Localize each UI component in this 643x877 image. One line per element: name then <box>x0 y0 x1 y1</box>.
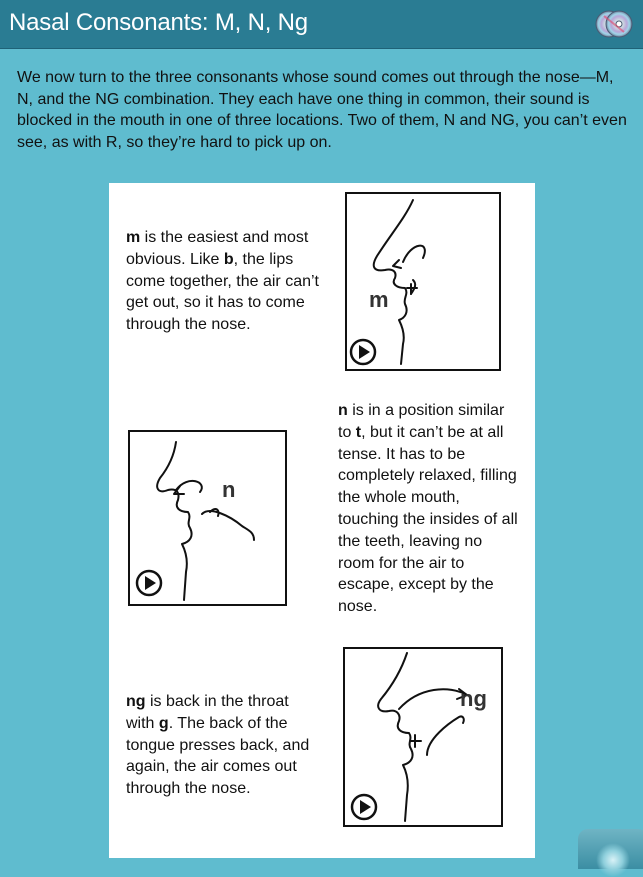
ng-play-icon[interactable] <box>350 793 378 821</box>
m-diagram <box>345 192 501 371</box>
ng-desc-lead: is back in the throat with <box>126 693 289 732</box>
n-desc-lead: is in a position similar to <box>338 402 505 441</box>
n-desc-ref: t <box>355 423 362 441</box>
m-play-icon[interactable] <box>349 338 377 366</box>
ng-desc-tail: . The back of the tongue presses back, and again, the air comes out through the nose. <box>126 714 310 798</box>
m-description <box>126 227 321 336</box>
ng-letter: ng <box>126 693 146 710</box>
page-title: Nasal Consonants: M, N, Ng <box>9 9 308 36</box>
m-desc-ref: b <box>223 250 234 268</box>
n-play-icon[interactable] <box>135 569 163 597</box>
n-letter: n <box>338 402 348 419</box>
m-desc-tail: , the lips come together, the air can’t get out, so it has to come through the nose. <box>126 250 319 334</box>
ng-desc-ref: g <box>158 714 169 732</box>
menu-icon <box>596 843 630 877</box>
m-letter: m <box>126 229 141 246</box>
menu-button[interactable] <box>578 829 643 869</box>
disc-button[interactable] <box>592 6 636 42</box>
n-description <box>338 400 518 618</box>
disc-icon <box>592 6 636 42</box>
ng-diagram <box>343 647 503 827</box>
content-panel <box>109 183 535 858</box>
n-diagram <box>128 430 287 606</box>
ng-diagram-label: ng <box>460 686 487 711</box>
title-bar <box>0 0 643 49</box>
intro-paragraph: We now turn to the three consonants whose sound comes out through the nose—M, N, and the NG combination. They each have one thing in common, their sound is blocked in the mouth in one of three locations. Two of them, N and NG, you can’t even see, as with R, so they’re hard to pick up on. <box>17 69 627 151</box>
n-diagram-label: n <box>222 477 236 502</box>
n-desc-tail: , but it can’t be at all tense. It has to be completely relaxed, filling the whole mouth, touching the insides of all the teeth, leaving no room for the air to escape, except by the nose. <box>338 423 518 616</box>
ng-description <box>126 691 321 800</box>
m-diagram-label: m <box>369 287 389 312</box>
m-desc-lead: is the easiest and most obvious. Like <box>126 229 309 268</box>
